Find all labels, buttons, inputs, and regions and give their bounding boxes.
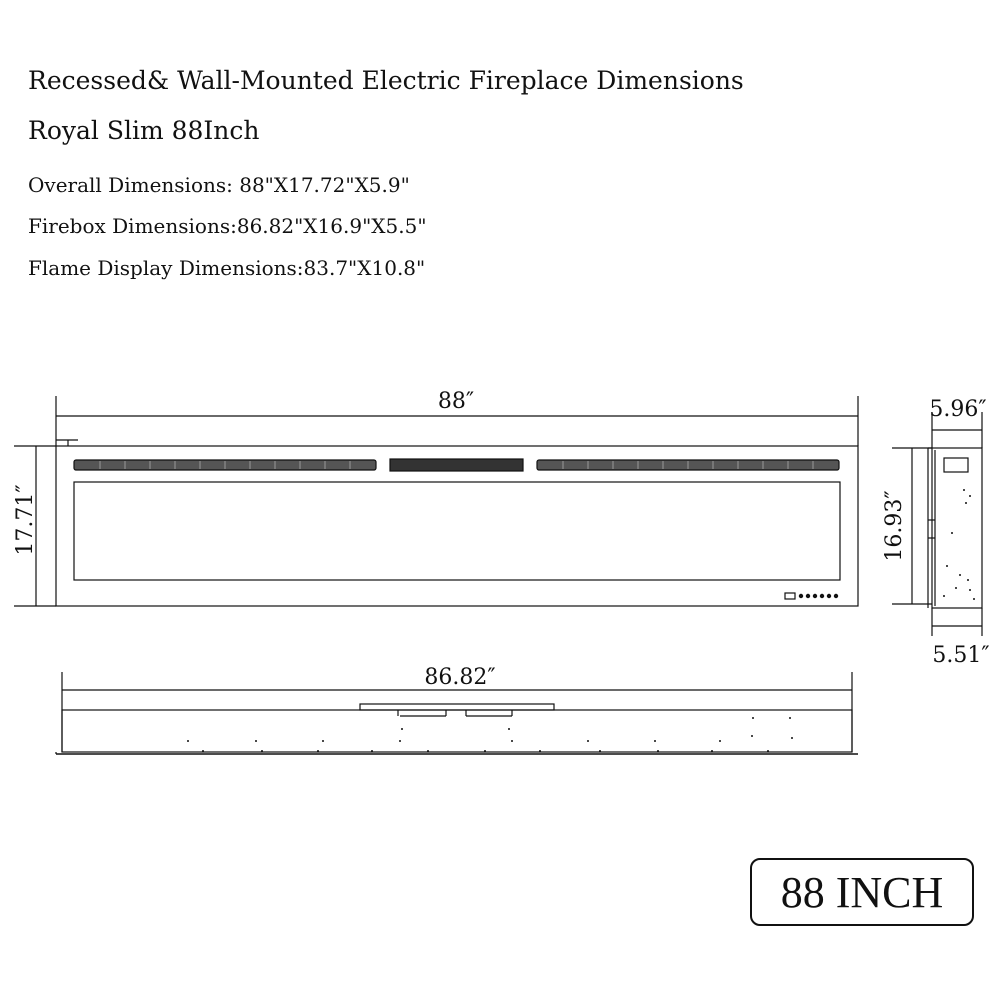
dim-front-width: 88″: [437, 389, 475, 414]
dim-firebox-width: 86.82″: [424, 665, 496, 690]
dim-side-depth-top: 5.96″: [929, 397, 987, 422]
center-speaker-grill: [390, 459, 523, 471]
model-name: Royal Slim 88Inch: [28, 116, 260, 145]
dim-side-height: 16.93″: [882, 490, 907, 562]
mounting-bracket: [360, 704, 554, 710]
size-badge: 88 INCH: [750, 858, 974, 926]
spec-firebox-dimensions: Firebox Dimensions:86.82"X16.9"X5.5": [28, 214, 427, 238]
control-buttons: [799, 594, 838, 598]
dim-front-height: 17.71″: [13, 484, 38, 556]
diagram-title: Recessed& Wall-Mounted Electric Fireplace Dimensions: [28, 66, 744, 95]
control-display: [785, 593, 795, 599]
front-view: [14, 396, 858, 606]
firebox-body: [62, 710, 852, 752]
spec-overall-dimensions: Overall Dimensions: 88"X17.72"X5.9": [28, 173, 410, 197]
dim-side-depth-bottom: 5.51″: [932, 643, 990, 668]
flame-display-window: [74, 482, 840, 580]
spec-flame-display-dimensions: Flame Display Dimensions:83.7"X10.8": [28, 256, 426, 280]
